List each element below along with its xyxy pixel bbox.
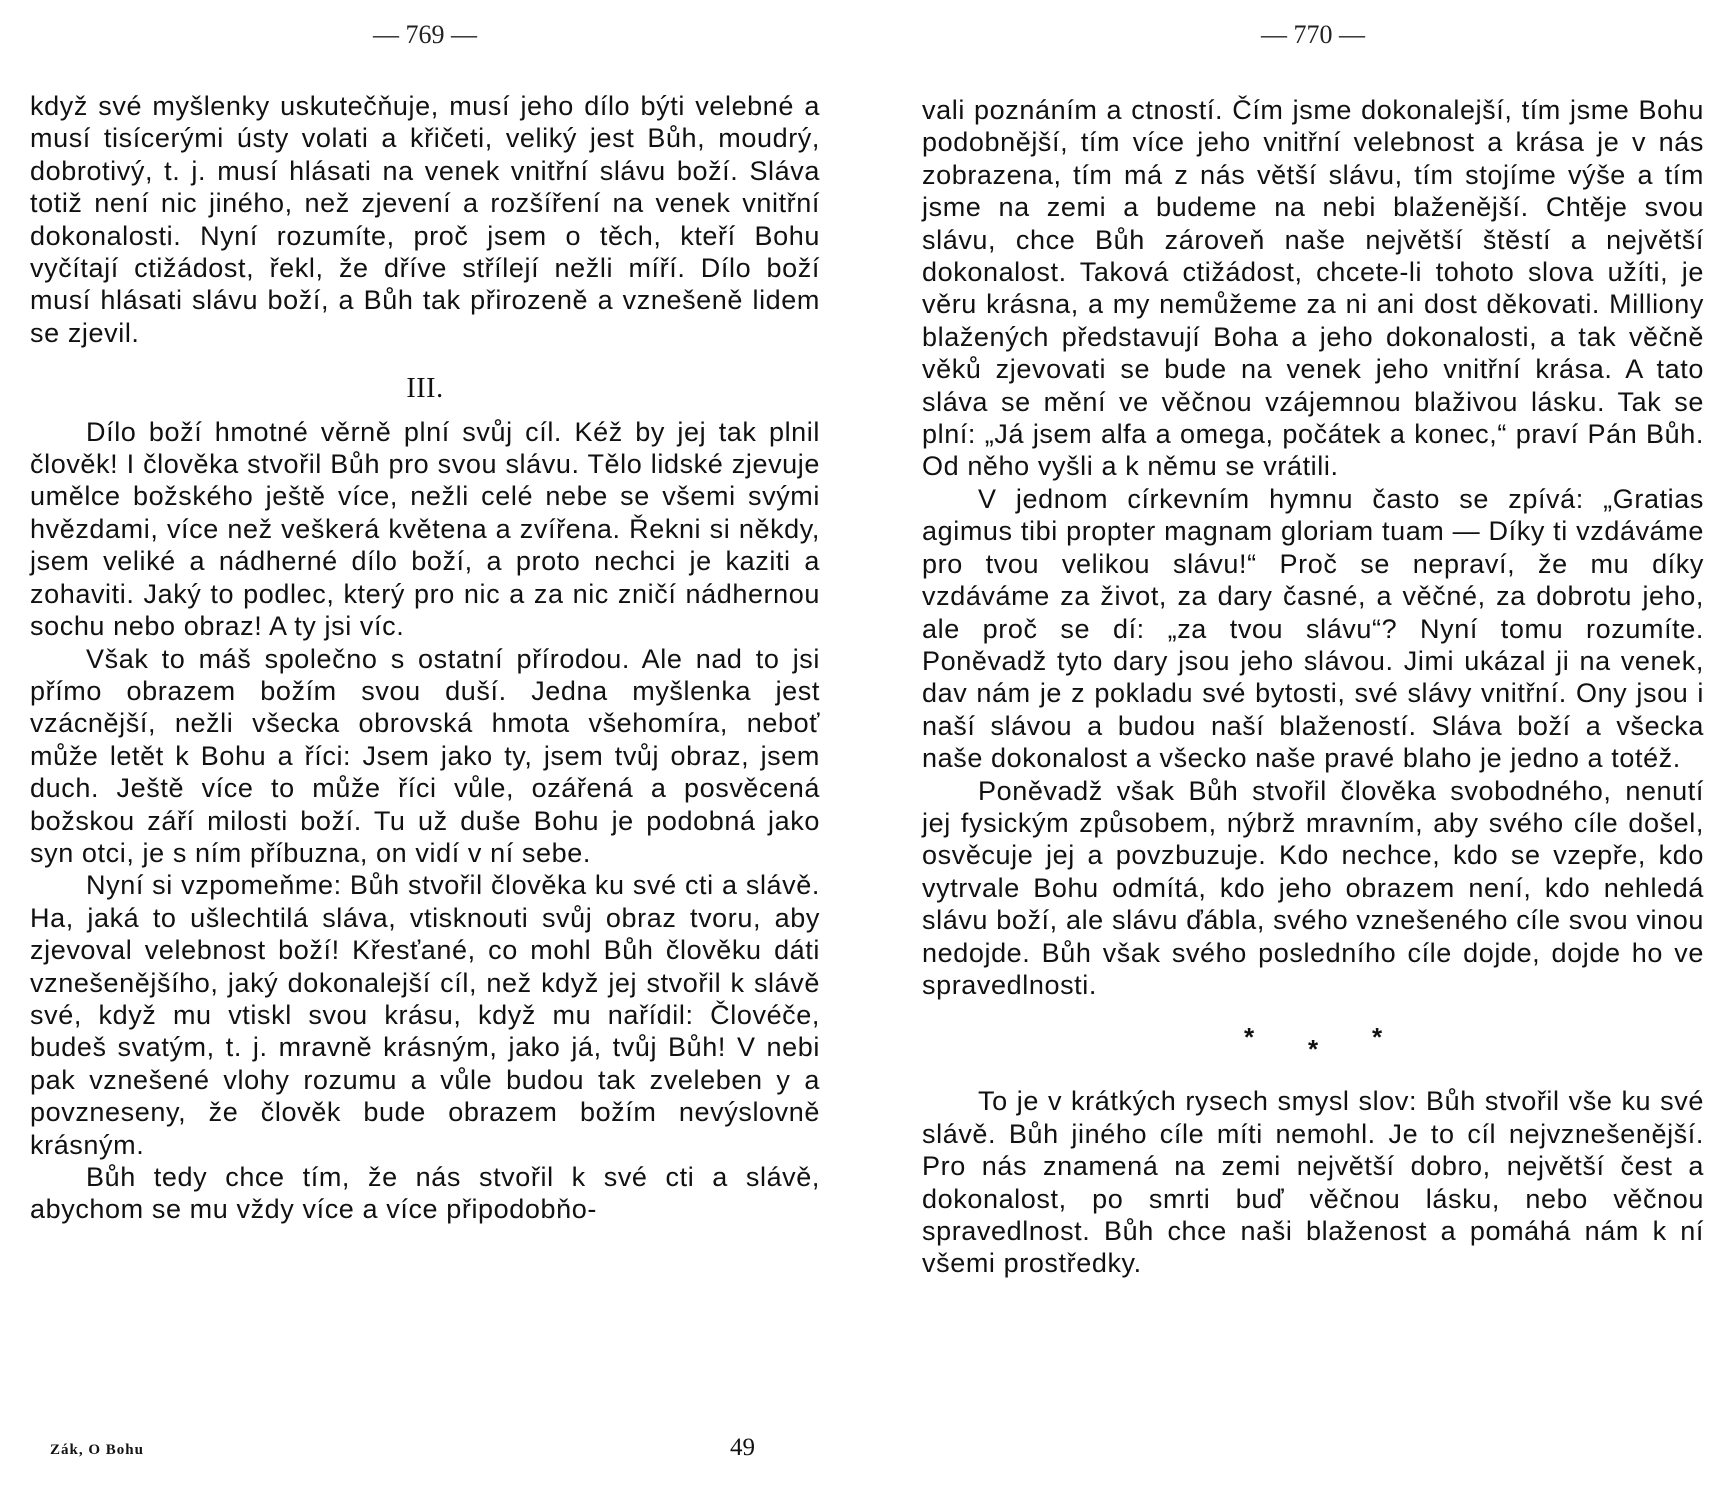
footer-signature: Zák, O Bohu (50, 1442, 144, 1458)
asterisk-separator (922, 1007, 1704, 1071)
paragraph: Bůh tedy chce tím, že nás stvořil k své cti a slávě, abychom se mu vždy více a více připodobňo- (30, 1162, 820, 1225)
paragraph: když své myšlenky uskutečňuje, musí jeho dílo býti velebné a musí tisícerými ústy volati a křičeti, veliký jest Bůh, moudrý, dobrotivý, t. j. musí hlásati na venek vnitřní slávu boží. Sláva totiž není nic jiného, než zjevení a rozšíření na venek vnitřní dokonalosti. Nyní rozumíte, proč jsem o těch, kteří Bohu vyčítají ctižádost, řekl, že dříve střílejí nežli míří. Dílo boží musí hlásati slávu boží, a Bůh tak přirozeně a vznešeně lidem se zjevil. (30, 91, 820, 348)
page-number-769: — 769 — (373, 20, 477, 49)
asterisk-left: * (1244, 1022, 1255, 1053)
left-page-text (30, 90, 820, 1226)
paragraph: Dílo boží hmotné věrně plní svůj cíl. Kéž by jej tak plnil člověk! I člověka stvořil Bůh pro svou slávu. Tělo lidské zjevuje umělce božského ještě více, nežli celé nebe se všemi svými hvězdami, více než veškerá květena a zvířena. Řekni si někdy, jsem veliké a nádherné dílo boží, a proto nechci je kaziti a zohaviti. Jaký to podlec, který pro nic a za nic zničí nádhernou sochu nebo obraz! A ty jsi víc. (30, 416, 820, 642)
asterisk-right: * (1372, 1022, 1383, 1053)
paragraph: V jednom církevním hymnu často se zpívá: „Gratias agimus tibi propter magnam gloriam tuam — Díky ti vzdáváme pro tvou velikou slávu!“ Proč se nepraví, že mu díky vzdáváme za život, za dary časné, a věčné, za dobrotu jeho, ale proč se dí: „za tvou slávu“? Nyní tomu rozumíte. Poněvadž tyto dary jsou jeho slávou. Jimi ukázal ji na venek, dav nám je z pokladu své bytosti, své slávy vnitřní. Ony jsou i naší slávou a budou naší blažeností. Sláva boží a všecka naše dokonalost a všecko naše pravé blaho je jedno a totéž. (922, 483, 1704, 774)
paragraph: To je v krátkých rysech smysl slov: Bůh stvořil vše ku své slávě. Bůh jiného cíle míti nemohl. Je to cíl nejvznešenější. Pro nás znamená na zemi největší dobro, největší čest a dokonalost, po smrti buď věčnou lásku, nebo věčnou spravedlnost. Bůh chce naši blaženost a pomáhá nám k ní všemi prostředky. (922, 1086, 1704, 1279)
section-heading: III. (406, 373, 444, 405)
right-page (922, 0, 1704, 1500)
paragraph: Však to máš společno s ostatní přírodou. Ale nad to jsi přímo obrazem božím svou duší. Jedna myšlenka jest vzácnější, nežli všecka obrovská hmota všehomíra, neboť může letět k Bohu a říci: Jsem jako ty, jsem tvůj obraz, jsem duch. Ještě více to může říci vůle, ozářená a posvěcená božskou září milosti boží. Tu už duše Bohu je podobná jako syn otci, je s ním příbuzna, on vidí v ní sebe. (30, 643, 820, 868)
footer-signature-mark: 49 (730, 1434, 755, 1461)
paragraph: Poněvadž však Bůh stvořil člověka svobodného, nenutí jej fysickým způsobem, nýbrž mravním, aby svého cíle došel, osvěcuje jej a povzbuzuje. Kdo nechce, kdo se vzepře, kdo vytrvale Bohu odmítá, kdo jeho obrazem není, kdo nehledá slávu boží, ale slávu ďábla, svého vznešeného cíle svou vinou nedojde. Bůh však svého posledního cíle dojde, dojde ho ve spravedlnosti. (922, 775, 1704, 1000)
paragraph: Nyní si vzpomeňme: Bůh stvořil člověka ku své cti a slávě. Ha, jaká to ušlechtilá sláva, vtisknouti svůj obraz tvoru, aby zjevoval velebnost boží! Křesťané, co mohl Bůh člověku dáti vznešenějšího, jaký dokonalejší cíl, než když jej stvořil k slávě své, když mu vtiskl svou krásu, když mu nařídil: Človéče, budeš svatým, t. j. mravně krásným, jako já, tvůj Bůh! V nebi pak vznešené vlohy rozumu a vůle budou tak zveleben y a povzneseny, že člověk bude obrazem božím nevýslovně krásným. (30, 870, 820, 1160)
page-number-770: — 770 — (1261, 20, 1365, 49)
left-page (30, 0, 820, 1500)
asterisk-middle: * (1308, 1034, 1319, 1065)
right-page-text (922, 94, 1704, 1280)
paragraph: vali poznáním a ctností. Čím jsme dokonalejší, tím jsme Bohu podobnější, tím více jeho vnitřní velebnost a krása je v nás zobrazena, tím má z nás větší slávu, tím stojíme výše a tím jsme na zemi a budeme na nebi blaženější. Chtěje svou slávu, chce Bůh zároveň naše největší štěstí a největší dokonalost. Taková ctižádost, chcete-li tohoto slova užíti, je věru krásna, a my nemůžeme za ni ani dost děkovati. Milliony blažených představují Boha a jeho dokonalosti, a tak věčně věků zjevovati se bude na venek jeho vnitřní krása. A tato sláva se mění ve věčnou vzájemnou blaživou lásku. Tak se plní: „Já jsem alfa a omega, počátek a konec,“ praví Pán Bůh. Od něho vyšli a k němu se vrátili. (922, 95, 1704, 482)
